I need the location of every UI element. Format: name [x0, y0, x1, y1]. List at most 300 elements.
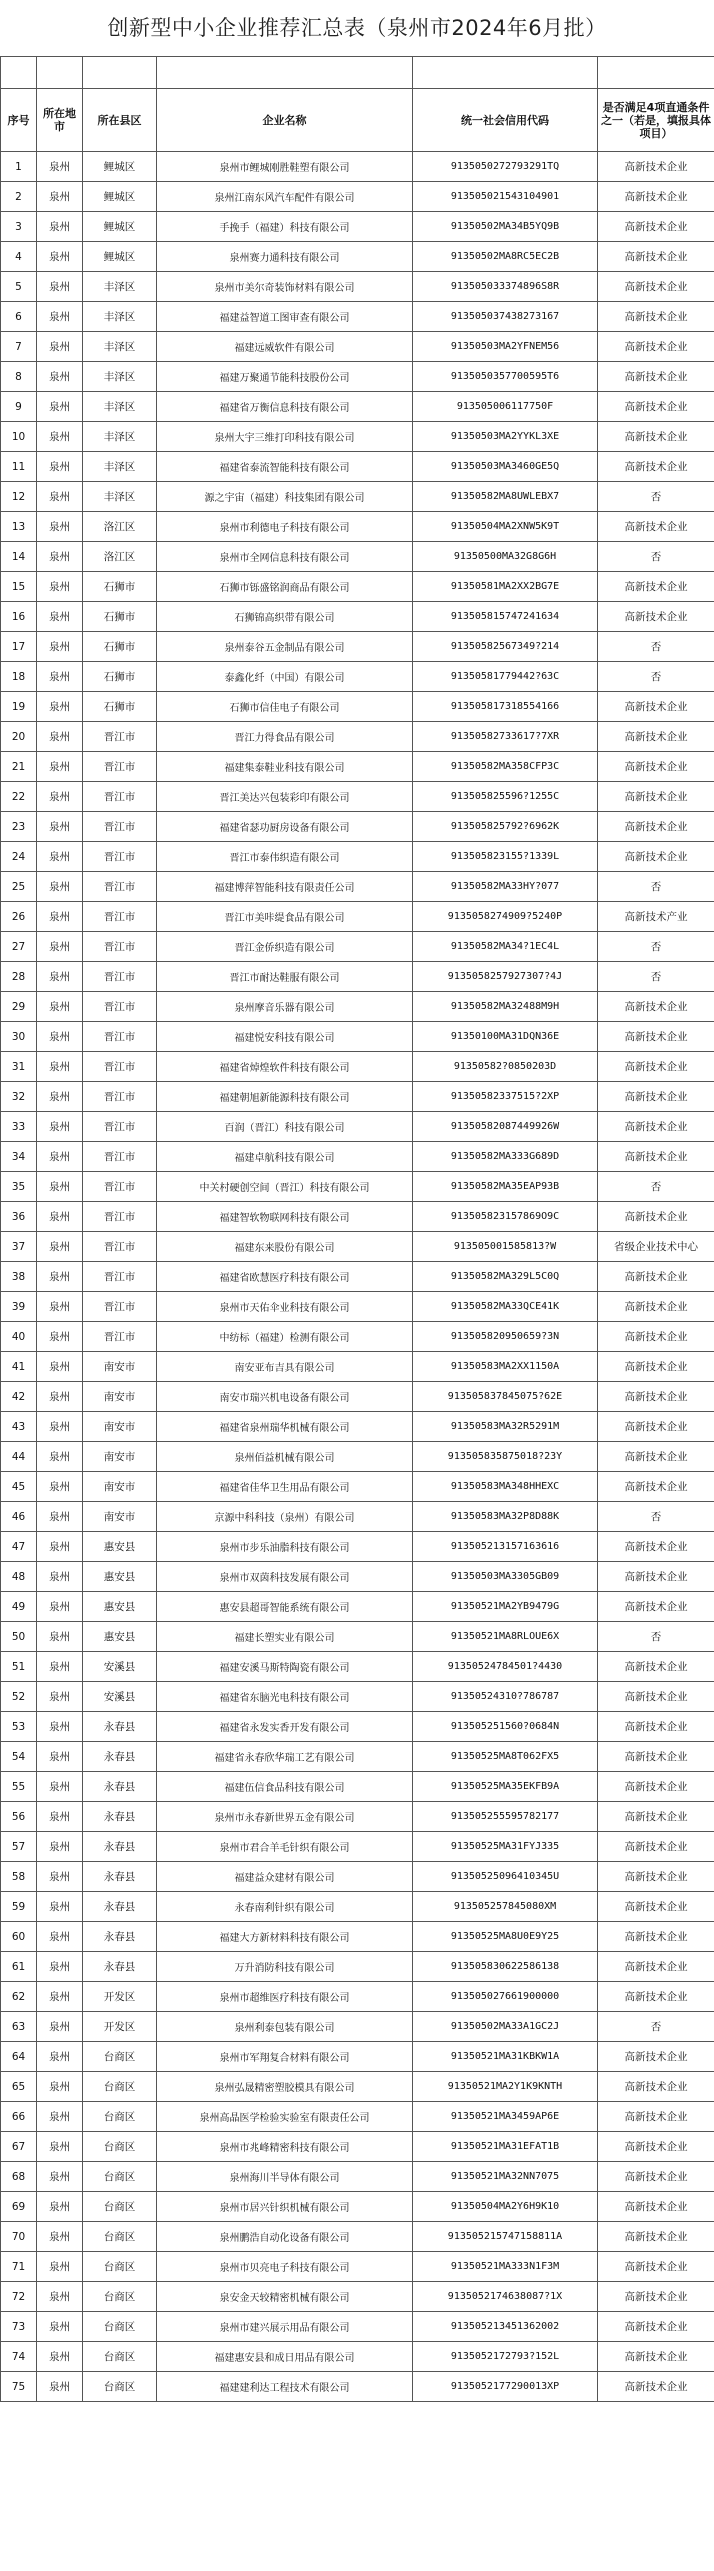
row-county: 晋江市: [83, 812, 157, 842]
table-row: [1, 1502, 714, 1532]
row-company-name: 福建安溪马斯特陶瓷有限公司: [157, 1652, 413, 1682]
row-seq: 50: [1, 1622, 37, 1652]
row-condition: 高新技术企业: [598, 302, 714, 332]
row-company-name: 晋江市美咔缇食品有限公司: [157, 902, 413, 932]
row-company-name: 福建省欧慧医疗科技有限公司: [157, 1262, 413, 1292]
row-county: 惠安县: [83, 1532, 157, 1562]
row-credit-code: 91350525MA31FYJ335: [413, 1832, 598, 1862]
row-credit-code: 91350583MA32P8D88K: [413, 1502, 598, 1532]
row-company-name: 泉州市鲤城刚胜鞋塑有限公司: [157, 152, 413, 182]
row-company-name: 中纺标（福建）检测有限公司: [157, 1322, 413, 1352]
row-seq: 13: [1, 512, 37, 542]
row-city: 泉州: [37, 1682, 83, 1712]
row-company-name: 手挽手（福建）科技有限公司: [157, 212, 413, 242]
row-city: 泉州: [37, 182, 83, 212]
row-county: 南安市: [83, 1382, 157, 1412]
row-seq: 46: [1, 1502, 37, 1532]
row-credit-code: 9135050272793291TQ: [413, 152, 598, 182]
row-seq: 9: [1, 392, 37, 422]
row-seq: 35: [1, 1172, 37, 1202]
row-city: 泉州: [37, 1472, 83, 1502]
row-condition: 高新技术企业: [598, 2072, 714, 2102]
row-company-name: 福建益智道工图审查有限公司: [157, 302, 413, 332]
row-county: 鲤城区: [83, 152, 157, 182]
row-credit-code: 91350582MA35EAP93B: [413, 1172, 598, 1202]
row-county: 惠安县: [83, 1562, 157, 1592]
row-city: 泉州: [37, 332, 83, 362]
row-county: 台商区: [83, 2282, 157, 2312]
row-credit-code: 91350503MA3305GB09: [413, 1562, 598, 1592]
row-condition: 高新技术企业: [598, 2192, 714, 2222]
row-city: 泉州: [37, 2222, 83, 2252]
table-row: [1, 1292, 714, 1322]
table-row: [1, 212, 714, 242]
row-credit-code: 91350582MA333G689D: [413, 1142, 598, 1172]
row-city: 泉州: [37, 1142, 83, 1172]
table-row: [1, 1172, 714, 1202]
row-condition: 高新技术企业: [598, 332, 714, 362]
row-county: 安溪县: [83, 1682, 157, 1712]
row-seq: 71: [1, 2252, 37, 2282]
table-row: [1, 962, 714, 992]
table-row: [1, 602, 714, 632]
row-seq: 19: [1, 692, 37, 722]
row-seq: 66: [1, 2102, 37, 2132]
row-seq: 62: [1, 1982, 37, 2012]
row-credit-code: 913505213451362002: [413, 2312, 598, 2342]
row-credit-code: 91350583MA2XX1150A: [413, 1352, 598, 1382]
row-county: 晋江市: [83, 1082, 157, 1112]
row-city: 泉州: [37, 1502, 83, 1532]
row-credit-code: 91350582MA32488M9H: [413, 992, 598, 1022]
row-city: 泉州: [37, 722, 83, 752]
row-county: 丰泽区: [83, 452, 157, 482]
row-credit-code: 913505037438273167: [413, 302, 598, 332]
row-condition: 高新技术企业: [598, 842, 714, 872]
row-credit-code: 91350521MA333N1F3M: [413, 2252, 598, 2282]
recommendation-table: [0, 56, 714, 2402]
row-company-name: 石狮锦高织带有限公司: [157, 602, 413, 632]
row-condition: 高新技术企业: [598, 1382, 714, 1412]
row-county: 晋江市: [83, 722, 157, 752]
header-city: 所在地市: [37, 89, 83, 152]
row-company-name: 福建朝旭新能源科技有限公司: [157, 1082, 413, 1112]
row-condition: 高新技术企业: [598, 1262, 714, 1292]
table-row: [1, 1142, 714, 1172]
row-condition: 否: [598, 932, 714, 962]
row-seq: 27: [1, 932, 37, 962]
row-county: 鲤城区: [83, 182, 157, 212]
table-row: [1, 2012, 714, 2042]
row-city: 泉州: [37, 1352, 83, 1382]
row-county: 晋江市: [83, 872, 157, 902]
row-city: 泉州: [37, 512, 83, 542]
table-row: [1, 1232, 714, 1262]
row-company-name: 泉州高晶医学检验实验室有限责任公司: [157, 2102, 413, 2132]
row-county: 晋江市: [83, 992, 157, 1022]
row-city: 泉州: [37, 1382, 83, 1412]
row-company-name: 福建卓航科技有限公司: [157, 1142, 413, 1172]
row-company-name: 泉州弘晟精密塑胶模具有限公司: [157, 2072, 413, 2102]
row-city: 泉州: [37, 152, 83, 182]
table-row: [1, 1472, 714, 1502]
table-row: [1, 902, 714, 932]
row-seq: 45: [1, 1472, 37, 1502]
row-seq: 47: [1, 1532, 37, 1562]
row-seq: 34: [1, 1142, 37, 1172]
row-county: 丰泽区: [83, 302, 157, 332]
row-seq: 37: [1, 1232, 37, 1262]
row-city: 泉州: [37, 1922, 83, 1952]
row-county: 晋江市: [83, 932, 157, 962]
row-county: 晋江市: [83, 782, 157, 812]
row-company-name: 晋江市耐达鞋服有限公司: [157, 962, 413, 992]
row-credit-code: 91350503MA2YFNEM56: [413, 332, 598, 362]
table-row: [1, 2342, 714, 2372]
row-credit-code: 91350500MA32G8G6H: [413, 542, 598, 572]
table-row: [1, 302, 714, 332]
row-condition: 高新技术企业: [598, 1712, 714, 1742]
row-credit-code: 913505255595782177: [413, 1802, 598, 1832]
row-seq: 8: [1, 362, 37, 392]
row-seq: 70: [1, 2222, 37, 2252]
row-condition: 高新技术企业: [598, 2132, 714, 2162]
row-company-name: 晋江美达兴包装彩印有限公司: [157, 782, 413, 812]
row-seq: 18: [1, 662, 37, 692]
row-city: 泉州: [37, 542, 83, 572]
row-condition: 高新技术产业: [598, 902, 714, 932]
row-county: 惠安县: [83, 1592, 157, 1622]
row-condition: 高新技术企业: [598, 2252, 714, 2282]
row-company-name: 泉州市建兴展示用品有限公司: [157, 2312, 413, 2342]
row-company-name: 福建省泉州瑞华机械有限公司: [157, 1412, 413, 1442]
row-condition: 高新技术企业: [598, 1832, 714, 1862]
row-county: 台商区: [83, 2222, 157, 2252]
row-county: 永春县: [83, 1802, 157, 1832]
table-row: [1, 572, 714, 602]
row-city: 泉州: [37, 242, 83, 272]
row-seq: 40: [1, 1322, 37, 1352]
table-row: [1, 1622, 714, 1652]
table-row: [1, 1682, 714, 1712]
row-credit-code: 913505820950659?3N: [413, 1322, 598, 1352]
table-row: [1, 1802, 714, 1832]
row-condition: 否: [598, 482, 714, 512]
row-county: 丰泽区: [83, 332, 157, 362]
table-row: [1, 392, 714, 422]
row-city: 泉州: [37, 2042, 83, 2072]
table-row: [1, 722, 714, 752]
row-condition: 高新技术企业: [598, 2342, 714, 2372]
row-county: 石狮市: [83, 572, 157, 602]
row-credit-code: 91350583MA32R5291M: [413, 1412, 598, 1442]
row-credit-code: 91350525096410345U: [413, 1862, 598, 1892]
row-condition: 高新技术企业: [598, 1292, 714, 1322]
row-county: 晋江市: [83, 902, 157, 932]
row-company-name: 福建东来股份有限公司: [157, 1232, 413, 1262]
table-row: [1, 1112, 714, 1142]
table-row: [1, 2072, 714, 2102]
row-company-name: 南安亚布吉具有限公司: [157, 1352, 413, 1382]
row-credit-code: 91350581779442?63C: [413, 662, 598, 692]
row-county: 永春县: [83, 1862, 157, 1892]
row-company-name: 泉州市天佑伞业科技有限公司: [157, 1292, 413, 1322]
row-county: 南安市: [83, 1502, 157, 1532]
row-condition: 高新技术企业: [598, 2042, 714, 2072]
table-row: [1, 1652, 714, 1682]
row-company-name: 永春南利针织有限公司: [157, 1892, 413, 1922]
table-row: [1, 662, 714, 692]
row-condition: 高新技术企业: [598, 392, 714, 422]
table-row: [1, 2222, 714, 2252]
row-city: 泉州: [37, 1652, 83, 1682]
row-county: 鲤城区: [83, 212, 157, 242]
row-condition: 高新技术企业: [598, 1952, 714, 1982]
row-county: 丰泽区: [83, 482, 157, 512]
table-row: [1, 1742, 714, 1772]
row-condition: 高新技术企业: [598, 1862, 714, 1892]
row-seq: 74: [1, 2342, 37, 2372]
row-credit-code: 91350524310?786787: [413, 1682, 598, 1712]
table-row: [1, 1892, 714, 1922]
row-city: 泉州: [37, 272, 83, 302]
row-seq: 55: [1, 1772, 37, 1802]
row-condition: 高新技术企业: [598, 1082, 714, 1112]
header-county: 所在县区: [83, 89, 157, 152]
row-county: 台商区: [83, 2102, 157, 2132]
row-condition: 高新技术企业: [598, 572, 714, 602]
row-company-name: 泉州市利德电子科技有限公司: [157, 512, 413, 542]
row-city: 泉州: [37, 2312, 83, 2342]
row-credit-code: 91350582337515?2XP: [413, 1082, 598, 1112]
row-seq: 24: [1, 842, 37, 872]
row-condition: 高新技术企业: [598, 812, 714, 842]
row-city: 泉州: [37, 872, 83, 902]
row-credit-code: 91350525MA35EKFB9A: [413, 1772, 598, 1802]
row-credit-code: 9135058257927307?4J: [413, 962, 598, 992]
row-county: 台商区: [83, 2132, 157, 2162]
row-company-name: 泉州泰谷五金制品有限公司: [157, 632, 413, 662]
row-county: 石狮市: [83, 662, 157, 692]
row-city: 泉州: [37, 1982, 83, 2012]
row-credit-code: 91350502MA34B5YQ9B: [413, 212, 598, 242]
row-company-name: 泉州市步乐油脂科技有限公司: [157, 1532, 413, 1562]
row-seq: 68: [1, 2162, 37, 2192]
row-city: 泉州: [37, 1262, 83, 1292]
table-row: [1, 422, 714, 452]
row-seq: 48: [1, 1562, 37, 1592]
table-row: [1, 1922, 714, 1952]
table-row: [1, 2162, 714, 2192]
row-city: 泉州: [37, 992, 83, 1022]
table-row: [1, 2252, 714, 2282]
row-company-name: 晋江金侨织造有限公司: [157, 932, 413, 962]
row-city: 泉州: [37, 1952, 83, 1982]
row-seq: 31: [1, 1052, 37, 1082]
table-row: [1, 1862, 714, 1892]
table-row: [1, 1022, 714, 1052]
row-city: 泉州: [37, 1592, 83, 1622]
table-row: [1, 1952, 714, 1982]
row-company-name: 福建智软物联网科技有限公司: [157, 1202, 413, 1232]
row-city: 泉州: [37, 1562, 83, 1592]
row-county: 永春县: [83, 1832, 157, 1862]
row-condition: 高新技术企业: [598, 1652, 714, 1682]
row-seq: 67: [1, 2132, 37, 2162]
row-credit-code: 9135050357700595T6: [413, 362, 598, 392]
row-seq: 59: [1, 1892, 37, 1922]
header-credit-code: 统一社会信用代码: [413, 89, 598, 152]
row-credit-code: 91350525MA8T062FX5: [413, 1742, 598, 1772]
row-credit-code: 91350582MA358CFP3C: [413, 752, 598, 782]
row-credit-code: 91350582567349?214: [413, 632, 598, 662]
row-seq: 17: [1, 632, 37, 662]
row-credit-code: 9135052172793?152L: [413, 2342, 598, 2372]
row-credit-code: 91350521MA31KBKW1A: [413, 2042, 598, 2072]
table-row: [1, 2192, 714, 2222]
row-condition: 高新技术企业: [598, 422, 714, 452]
row-condition: 否: [598, 872, 714, 902]
row-company-name: 福建省永发实香开发有限公司: [157, 1712, 413, 1742]
row-company-name: 石狮市信佳电子有限公司: [157, 692, 413, 722]
row-city: 泉州: [37, 602, 83, 632]
row-credit-code: 91350504MA2XNW5K9T: [413, 512, 598, 542]
row-seq: 12: [1, 482, 37, 512]
row-condition: 高新技术企业: [598, 1112, 714, 1142]
table-row: [1, 1562, 714, 1592]
row-seq: 51: [1, 1652, 37, 1682]
row-seq: 54: [1, 1742, 37, 1772]
row-credit-code: 913505823155?1339L: [413, 842, 598, 872]
row-county: 晋江市: [83, 1172, 157, 1202]
row-credit-code: 91350581MA2XX2BG7E: [413, 572, 598, 602]
row-credit-code: 91350521MA32NN7075: [413, 2162, 598, 2192]
row-seq: 61: [1, 1952, 37, 1982]
row-city: 泉州: [37, 2252, 83, 2282]
row-seq: 28: [1, 962, 37, 992]
row-seq: 43: [1, 1412, 37, 1442]
row-company-name: 泉州佰益机械有限公司: [157, 1442, 413, 1472]
row-city: 泉州: [37, 1322, 83, 1352]
row-seq: 32: [1, 1082, 37, 1112]
table-row: [1, 1592, 714, 1622]
row-credit-code: 913505251560?0684N: [413, 1712, 598, 1742]
row-city: 泉州: [37, 362, 83, 392]
row-seq: 60: [1, 1922, 37, 1952]
row-condition: 高新技术企业: [598, 2372, 714, 2402]
row-city: 泉州: [37, 1712, 83, 1742]
row-seq: 38: [1, 1262, 37, 1292]
row-seq: 16: [1, 602, 37, 632]
row-county: 晋江市: [83, 1232, 157, 1262]
row-city: 泉州: [37, 2102, 83, 2132]
table-row: [1, 2132, 714, 2162]
table-row: [1, 692, 714, 722]
row-company-name: 泉州鹏浩自动化设备有限公司: [157, 2222, 413, 2252]
row-city: 泉州: [37, 1772, 83, 1802]
row-credit-code: 913505257845080XM: [413, 1892, 598, 1922]
header-company-name: 企业名称: [157, 89, 413, 152]
row-condition: 高新技术企业: [598, 1802, 714, 1832]
row-city: 泉州: [37, 1862, 83, 1892]
row-condition: 高新技术企业: [598, 782, 714, 812]
row-city: 泉州: [37, 482, 83, 512]
row-city: 泉州: [37, 392, 83, 422]
row-city: 泉州: [37, 1172, 83, 1202]
table-row: [1, 1262, 714, 1292]
row-county: 晋江市: [83, 962, 157, 992]
row-seq: 4: [1, 242, 37, 272]
row-county: 南安市: [83, 1472, 157, 1502]
row-condition: 高新技术企业: [598, 1352, 714, 1382]
row-city: 泉州: [37, 662, 83, 692]
row-company-name: 福建建利达工程技术有限公司: [157, 2372, 413, 2402]
table-row: [1, 1712, 714, 1742]
row-condition: 高新技术企业: [598, 1052, 714, 1082]
table-row: [1, 542, 714, 572]
row-condition: 高新技术企业: [598, 1772, 714, 1802]
row-city: 泉州: [37, 1892, 83, 1922]
row-seq: 2: [1, 182, 37, 212]
row-credit-code: 91350100MA31DQN36E: [413, 1022, 598, 1052]
row-seq: 1: [1, 152, 37, 182]
table-row: [1, 362, 714, 392]
row-seq: 41: [1, 1352, 37, 1382]
row-seq: 29: [1, 992, 37, 1022]
row-city: 泉州: [37, 2012, 83, 2042]
row-credit-code: 91350502MA8RC5EC2B: [413, 242, 598, 272]
row-company-name: 泉州赛力通科技有限公司: [157, 242, 413, 272]
row-seq: 33: [1, 1112, 37, 1142]
row-city: 泉州: [37, 2132, 83, 2162]
row-seq: 52: [1, 1682, 37, 1712]
row-county: 晋江市: [83, 1112, 157, 1142]
row-county: 晋江市: [83, 1022, 157, 1052]
row-credit-code: 913505830622586138: [413, 1952, 598, 1982]
row-credit-code: 913505021543104901: [413, 182, 598, 212]
row-company-name: 泉州摩音乐器有限公司: [157, 992, 413, 1022]
blank-row: [1, 57, 714, 89]
row-condition: 否: [598, 1502, 714, 1532]
row-county: 石狮市: [83, 692, 157, 722]
row-credit-code: 913505213157163616: [413, 1532, 598, 1562]
row-company-name: 中关村硬创空间（晋江）科技有限公司: [157, 1172, 413, 1202]
row-city: 泉州: [37, 782, 83, 812]
row-condition: 高新技术企业: [598, 1442, 714, 1472]
row-county: 永春县: [83, 1922, 157, 1952]
row-county: 晋江市: [83, 1202, 157, 1232]
row-seq: 30: [1, 1022, 37, 1052]
row-condition: 高新技术企业: [598, 1142, 714, 1172]
row-condition: 否: [598, 962, 714, 992]
row-company-name: 福建长塑实业有限公司: [157, 1622, 413, 1652]
row-county: 台商区: [83, 2252, 157, 2282]
row-seq: 58: [1, 1862, 37, 1892]
row-condition: 高新技术企业: [598, 1682, 714, 1712]
row-city: 泉州: [37, 842, 83, 872]
row-condition: 高新技术企业: [598, 1022, 714, 1052]
row-seq: 69: [1, 2192, 37, 2222]
table-row: [1, 1322, 714, 1352]
row-county: 南安市: [83, 1442, 157, 1472]
row-condition: 高新技术企业: [598, 242, 714, 272]
row-company-name: 福建博萍智能科技有限责任公司: [157, 872, 413, 902]
row-credit-code: 91350521MA2YB9479G: [413, 1592, 598, 1622]
row-company-name: 泉安金天较精密机械有限公司: [157, 2282, 413, 2312]
table-row: [1, 842, 714, 872]
row-company-name: 福建远威软件有限公司: [157, 332, 413, 362]
row-seq: 49: [1, 1592, 37, 1622]
